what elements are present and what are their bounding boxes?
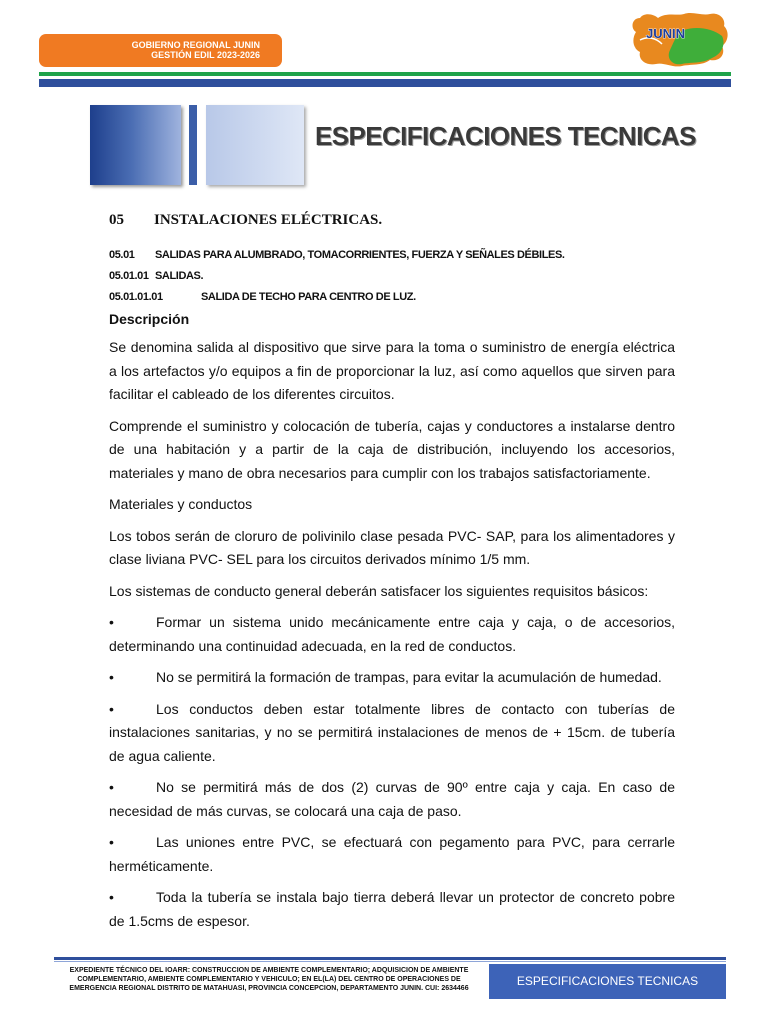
bullet-text: Formar un sistema unido mecánicamente entre caja y caja, o de accesorios, determinando una continuidad adecuada, en la red de conductos. (109, 614, 675, 654)
bullet-item (109, 611, 675, 658)
footer-section-label: ESPECIFICACIONES TECNICAS (489, 964, 726, 999)
bullet-text: Los conductos deben estar totalmente libres de contacto con tuberías de instalaciones sanitarias, y no se permitirá instalaciones de menos de + 15cm. de tubería de agua caliente. (109, 700, 675, 764)
junin-logo (626, 10, 732, 70)
paragraph-subheading: Materiales y conductos (109, 496, 253, 512)
subsection-heading (109, 291, 416, 303)
bullet-marker: • (109, 614, 114, 630)
banner-block-dark (90, 105, 181, 185)
logo-text: JUNIN (646, 26, 686, 41)
document-body (109, 336, 675, 941)
title-banner-graphic (90, 105, 306, 187)
description-heading: Descripción (109, 311, 190, 327)
paragraph: Comprende el suministro y colocación de tubería, cajas y conductores a instalarse dentro de una habitación y a partir de la caja de distribución, incluyendo los accesorios, materiales y mano de obra necesarios para cumplir con los trabajos satisfactoriamente. (109, 417, 675, 481)
organization-name: GOBIERNO REGIONAL JUNIN (131, 40, 260, 50)
bullet-item (109, 698, 675, 769)
header-rule-green (39, 72, 731, 76)
section-heading (109, 212, 382, 229)
bullet-marker: • (109, 669, 114, 685)
bullet-marker: • (109, 700, 114, 717)
bullet-item (109, 886, 675, 933)
paragraph: Se denomina salida al dispositivo que sirve para la toma o suministro de energía eléctrica a los artefactos y/o equipos a fin de proporcionar la luz, así como aquellos que sirven para facilitar el cableado de los diferentes circuitos. (109, 339, 675, 402)
bullet-text: No se permitirá la formación de trampas, para evitar la acumulación de humedad. (156, 669, 662, 685)
banner-bar (189, 105, 197, 185)
subsection-number: 05.01.01 (109, 270, 149, 282)
section-label: INSTALACIONES ELÉCTRICAS. (154, 212, 383, 228)
document-title: ESPECIFICACIONES TECNICAS (315, 121, 696, 151)
subsection-label: SALIDAS. (155, 270, 204, 282)
bullet-item (109, 831, 675, 878)
bullet-marker: • (109, 889, 114, 905)
footer-project-text: EXPEDIENTE TÉCNICO DEL IOARR: CONSTRUCCION DE AMBIENTE COMPLEMENTARIO; ADQUISICION DE AMBIENTE COMPLEMENTARIO, AMBIENTE COMPLEMENTARIO Y VEHICULO; EN EL(LA) DEL CENTRO DE OPERACIONES DE EMERGENCIA REGIONAL DISTRITO DE MATAHUASI, PROVINCIA CONCEPCION, DEPARTAMENTO JUNIN. CUI: 2634466 (69, 967, 469, 992)
bullet-item (109, 776, 675, 823)
subsection-number: 05.01.01.01 (109, 291, 163, 303)
bullet-text: Toda la tubería se instala bajo tierra deberá llevar un protector de concreto pobre de 1.5cms de espesor. (109, 889, 675, 929)
organization-badge (39, 34, 282, 67)
subsection-label: SALIDA DE TECHO PARA CENTRO DE LUZ. (201, 291, 416, 303)
paragraph: Los sistemas de conducto general deberán satisfacer los siguientes requisitos básicos: (109, 582, 649, 599)
subsection-heading (109, 270, 203, 282)
bullet-item (109, 666, 675, 690)
header-rule-blue (39, 79, 731, 87)
footer-rule-light (54, 961, 726, 962)
subsection-label: SALIDAS PARA ALUMBRADO, TOMACORRIENTES, FUERZA Y SEÑALES DÉBILES. (155, 249, 565, 261)
bullet-marker: • (109, 779, 114, 795)
footer-rule (54, 957, 726, 960)
bullet-text: Las uniones entre PVC, se efectuará con pegamento para PVC, para cerrarle herméticamente. (109, 834, 675, 874)
bullet-text: No se permitirá más de dos (2) curvas de 90º entre caja y caja. En caso de necesidad de más curvas, se colocará una caja de paso. (109, 779, 675, 819)
paragraph: Los tobos serán de cloruro de polivinilo clase pesada PVC- SAP, para los alimentadores y clase liviana PVC- SEL para los circuitos derivados mínimo 1/5 mm. (109, 527, 675, 567)
subsection-heading (109, 249, 565, 261)
banner-block-light (206, 105, 304, 185)
subsection-number: 05.01 (109, 249, 135, 261)
bullet-marker: • (109, 834, 114, 850)
section-number: 05 (109, 212, 124, 228)
administration-period: GESTIÓN EDIL 2023-2026 (151, 50, 260, 60)
